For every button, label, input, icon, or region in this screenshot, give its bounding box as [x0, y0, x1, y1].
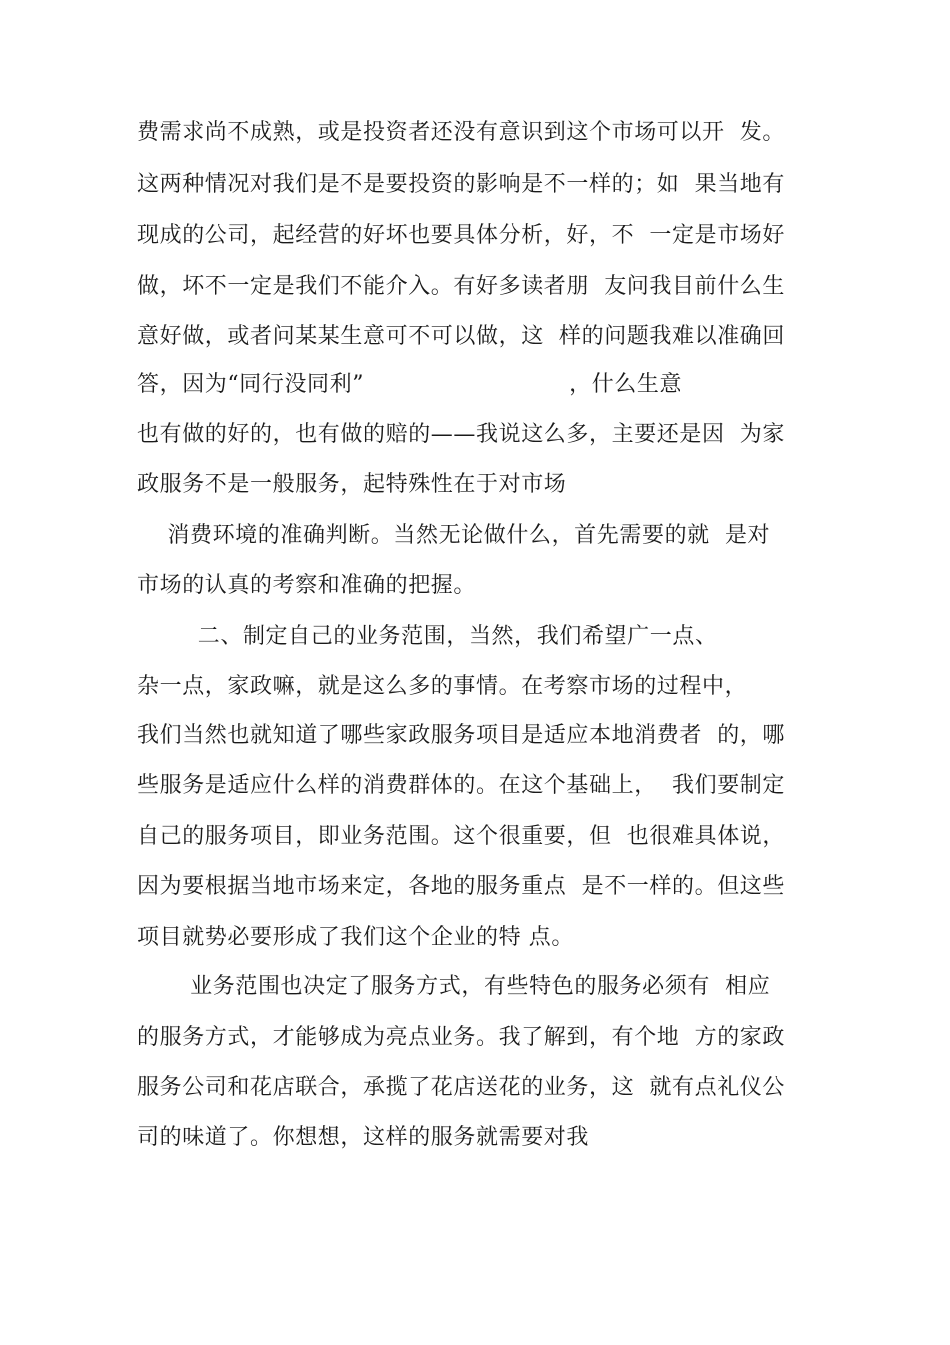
text-line: 二、制定自己的业务范围，当然，我们希望广一点、: [137, 624, 718, 649]
text-line: 因为要根据当地市场来定，各地的服务重点 是不一样的。但这些: [137, 874, 785, 899]
text-line: 司的味道了。你想想，这样的服务就需要对我: [137, 1125, 590, 1150]
text-line: 项目就势必要形成了我们这个企业的特 点。: [137, 925, 574, 950]
text-line: 做，坏不一定是我们不能介入。有好多读者朋 友问我目前什么生: [137, 274, 785, 299]
text-line: 答，因为“同行没同利” ，什么生意: [137, 372, 683, 397]
text-line: 些服务是适应什么样的消费群体的。在这个基础上， 我们要制定: [137, 773, 785, 798]
text-line: 现成的公司，起经营的好坏也要具体分析，好，不 一定是市场好: [137, 223, 785, 248]
text-line: 业务范围也决定了服务方式，有些特色的服务必须有 相应: [137, 974, 771, 999]
text-line: 杂一点，家政嘛，就是这么多的事情。在考察市场的过程中，: [137, 674, 748, 699]
text-line: 消费环境的准确判断。当然无论做什么，首先需要的就 是对: [137, 523, 771, 548]
text-line: 我们当然也就知道了哪些家政服务项目是适应本地消费者 的，哪: [137, 723, 785, 748]
text-line: 费需求尚不成熟，或是投资者还没有意识到这个市场可以开 发。: [137, 120, 785, 145]
text-line: 政服务不是一般服务，起特殊性在于对市场: [137, 472, 567, 497]
text-line: 也有做的好的，也有做的赔的——我说这么多，主要还是因 为家: [137, 422, 785, 447]
text-line: 服务公司和花店联合，承揽了花店送花的业务，这 就有点礼仪公: [137, 1075, 785, 1100]
text-line: 市场的认真的考察和准确的把握。: [137, 573, 477, 598]
text-line: 这两种情况对我们是不是要投资的影响是不一样的；如 果当地有: [137, 172, 785, 197]
text-line: 的服务方式，才能够成为亮点业务。我了解到，有个地 方的家政: [137, 1025, 785, 1050]
text-line: 自己的服务项目，即业务范围。这个很重要，但 也很难具体说，: [137, 824, 785, 849]
text-line: 意好做，或者问某某生意可不可以做，这 样的问题我难以准确回: [137, 324, 785, 349]
